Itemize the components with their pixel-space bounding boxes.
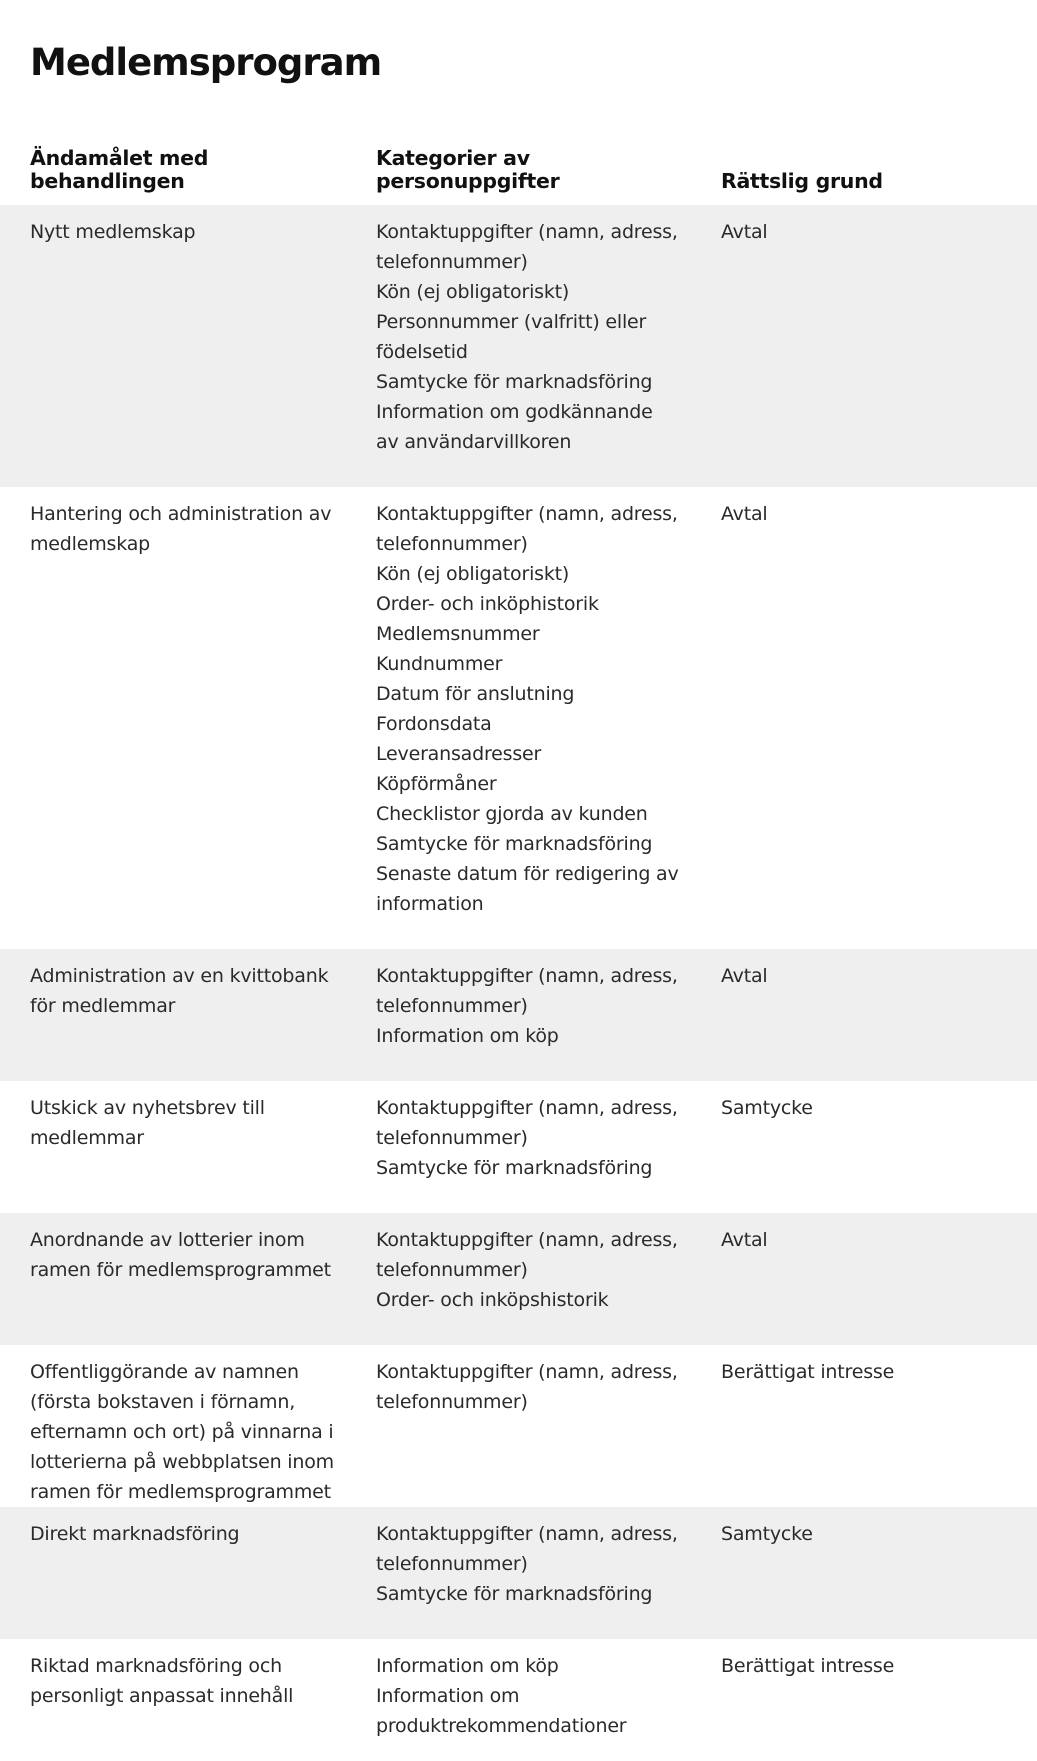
cell-categories [346, 1225, 691, 1315]
cell-purpose: Administration av en kvittobank för medlemmar [30, 965, 329, 1017]
cell-legal-basis: Samtycke [721, 1097, 813, 1119]
category-item: Senaste datum för redigering av information [376, 863, 679, 915]
header-categories: Kategorier av personuppgifter [376, 146, 560, 193]
data-table [0, 125, 1037, 1761]
cell-legal-basis: Avtal [721, 503, 768, 525]
category-item: Kön (ej obligatoriskt) [376, 281, 570, 303]
category-item: Kön (ej obligatoriskt) [376, 563, 570, 585]
table-row [0, 1639, 1037, 1761]
category-item: Kontaktuppgifter (namn, adress, telefonnummer) [376, 965, 678, 1017]
category-item: Samtycke för marknadsföring [376, 833, 653, 855]
category-item: Kontaktuppgifter (namn, adress, telefonnummer) [376, 221, 678, 273]
category-item: Information om köp [376, 1655, 559, 1677]
cell-purpose: Anordnande av lotterier inom ramen för medlemsprogrammet [30, 1229, 331, 1281]
cell-purpose: Riktad marknadsföring och personligt anpassat innehåll [30, 1655, 294, 1707]
category-item: Order- och inköpshistorik [376, 1289, 609, 1311]
category-item: Information om köp [376, 1025, 559, 1047]
category-item: Kundnummer [376, 653, 503, 675]
cell-categories [346, 1093, 691, 1183]
table-row [0, 1213, 1037, 1345]
category-item: Samtycke för marknadsföring [376, 1583, 653, 1605]
header-purpose: Ändamålet med behandlingen [30, 146, 209, 193]
cell-categories [346, 499, 691, 919]
category-item: Kontaktuppgifter (namn, adress, telefonnummer) [376, 1229, 678, 1281]
cell-purpose: Direkt marknadsföring [30, 1523, 240, 1545]
category-item: Leveransadresser [376, 743, 542, 765]
category-item: Datum för anslutning [376, 683, 575, 705]
header-legal-basis: Rättslig grund [721, 169, 883, 193]
category-item: Kontaktuppgifter (namn, adress, telefonnummer) [376, 1097, 678, 1149]
cell-purpose: Utskick av nyhetsbrev till medlemmar [30, 1097, 265, 1149]
category-item: Information om godkännande av användarvillkoren [376, 401, 653, 453]
category-item: Fordonsdata [376, 713, 492, 735]
category-item: Order- och inköphistorik [376, 593, 599, 615]
category-item: Samtycke för marknadsföring [376, 371, 653, 393]
cell-purpose: Hantering och administration av medlemskap [30, 503, 332, 555]
cell-legal-basis: Berättigat intresse [721, 1655, 895, 1677]
cell-legal-basis: Avtal [721, 1229, 768, 1251]
cell-categories [346, 1651, 691, 1741]
cell-legal-basis: Berättigat intresse [721, 1361, 895, 1383]
category-item: Medlemsnummer [376, 623, 540, 645]
cell-categories [346, 217, 691, 457]
cell-categories [346, 961, 691, 1051]
cell-categories [346, 1519, 691, 1609]
table-row [0, 1345, 1037, 1507]
category-item: Kontaktuppgifter (namn, adress, telefonnummer) [376, 1361, 678, 1413]
table-row [0, 487, 1037, 949]
category-item: Checklistor gjorda av kunden [376, 803, 648, 825]
table-header-row [0, 125, 1037, 205]
category-item: Personnummer (valfritt) eller födelsetid [376, 311, 647, 363]
category-item: Information om produktrekommendationer [376, 1685, 627, 1737]
table-row [0, 1081, 1037, 1213]
category-item: Kontaktuppgifter (namn, adress, telefonnummer) [376, 1523, 678, 1575]
cell-purpose: Offentliggörande av namnen (första bokstaven i förnamn, efternamn och ort) på vinnarna i lotterierna på webbplatsen inom ramen för medlemsprogrammet [30, 1361, 334, 1503]
category-item: Samtycke för marknadsföring [376, 1157, 653, 1179]
cell-categories [346, 1357, 691, 1417]
table-body [0, 205, 1037, 1761]
cell-legal-basis: Avtal [721, 221, 768, 243]
cell-purpose: Nytt medlemskap [30, 221, 196, 243]
cell-legal-basis: Avtal [721, 965, 768, 987]
category-item: Köpförmåner [376, 773, 497, 795]
page-title: Medlemsprogram [30, 41, 382, 84]
table-row [0, 1507, 1037, 1639]
category-item: Kontaktuppgifter (namn, adress, telefonnummer) [376, 503, 678, 555]
table-row [0, 949, 1037, 1081]
table-row [0, 205, 1037, 487]
cell-legal-basis: Samtycke [721, 1523, 813, 1545]
